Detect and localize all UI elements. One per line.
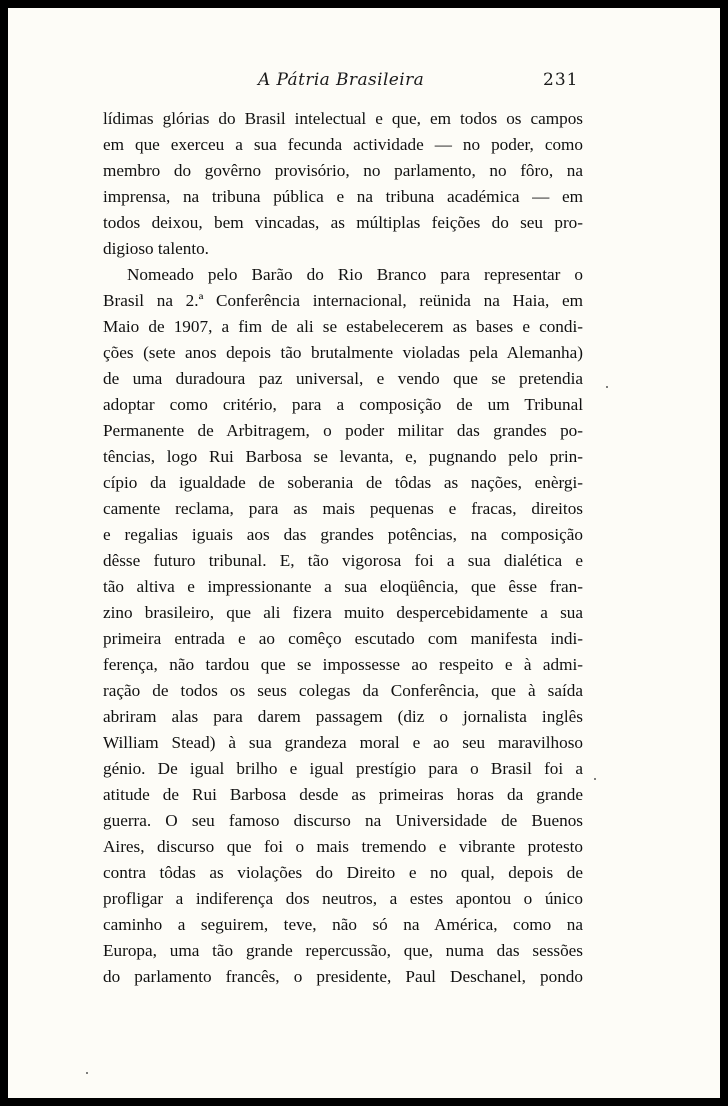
text-line: em que exerceu a sua fecunda actividade — no poder, como bbox=[103, 135, 583, 154]
paragraph-2 bbox=[103, 262, 583, 990]
running-title: A Pátria Brasileira bbox=[258, 70, 425, 90]
text-line: abriram alas para darem passagem (diz o jornalista inglês bbox=[103, 707, 583, 726]
text-line: cípio da igualdade de soberania de tôdas as nações, enèrgi- bbox=[103, 473, 583, 492]
book-page bbox=[8, 8, 720, 1098]
text-line: profligar a indiferença dos neutros, a estes apontou o único bbox=[103, 889, 583, 908]
paragraph-1 bbox=[103, 106, 583, 262]
body-text bbox=[103, 106, 583, 990]
text-line: Europa, uma tão grande repercussão, que, numa das sessões bbox=[103, 941, 583, 960]
text-line: adoptar como critério, para a composição de um Tribunal bbox=[103, 395, 583, 414]
text-line: dêsse futuro tribunal. E, tão vigorosa foi a sua dialética e bbox=[103, 551, 583, 570]
text-line: digioso talento. bbox=[103, 239, 209, 258]
text-line: ração de todos os seus colegas da Conferência, que à saída bbox=[103, 681, 583, 700]
text-line: Maio de 1907, a fim de ali se estabelecerem as bases e condi- bbox=[103, 317, 583, 336]
text-line: génio. De igual brilho e igual prestígio para o Brasil foi a bbox=[103, 759, 583, 778]
text-line: William Stead) à sua grandeza moral e ao seu maravilhoso bbox=[103, 733, 583, 752]
text-line: guerra. O seu famoso discurso na Universidade de Buenos bbox=[103, 811, 583, 830]
text-line: de uma duradoura paz universal, e vendo que se pretendia bbox=[103, 369, 583, 388]
paper-speck bbox=[606, 386, 608, 388]
text-line: Nomeado pelo Barão do Rio Branco para representar o bbox=[127, 265, 583, 284]
text-line: Permanente de Arbitragem, o poder militar das grandes po- bbox=[103, 421, 583, 440]
text-line: do parlamento francês, o presidente, Paul Deschanel, pondo bbox=[103, 967, 583, 986]
text-line: lídimas glórias do Brasil intelectual e que, em todos os campos bbox=[103, 109, 583, 128]
text-line: caminho a seguirem, teve, não só na América, como na bbox=[103, 915, 583, 934]
text-line: ções (sete anos depois tão brutalmente violadas pela Alemanha) bbox=[103, 343, 583, 362]
text-line: Aires, discurso que foi o mais tremendo e vibrante protesto bbox=[103, 837, 583, 856]
text-line: ferença, não tardou que se impossesse ao respeito e à admi- bbox=[103, 655, 583, 674]
text-line: todos deixou, bem vincadas, as múltiplas feições do seu pro- bbox=[103, 213, 583, 232]
page-number: 231 bbox=[543, 70, 579, 90]
text-line: tão altiva e impressionante a sua eloqüência, que êsse fran- bbox=[103, 577, 583, 596]
text-line: zino brasileiro, que ali fizera muito despercebidamente a sua bbox=[103, 603, 583, 622]
text-line: tências, logo Rui Barbosa se levanta, e, pugnando pelo prin- bbox=[103, 447, 583, 466]
paper-speck bbox=[594, 778, 596, 780]
text-line: e regalias iguais aos das grandes potências, na composição bbox=[103, 525, 583, 544]
text-line: atitude de Rui Barbosa desde as primeiras horas da grande bbox=[103, 785, 583, 804]
text-line: contra tôdas as violações do Direito e no qual, depois de bbox=[103, 863, 583, 882]
text-line: Brasil na 2.ª Conferência internacional, reünida na Haia, em bbox=[103, 291, 583, 310]
text-line: camente reclama, para as mais pequenas e fracas, direitos bbox=[103, 499, 583, 518]
paper-speck bbox=[86, 1072, 88, 1074]
text-line: primeira entrada e ao comêço escutado com manifesta indi- bbox=[103, 629, 583, 648]
text-line: imprensa, na tribuna pública e na tribuna académica — em bbox=[103, 187, 583, 206]
text-line: membro do govêrno provisório, no parlamento, no fôro, na bbox=[103, 161, 583, 180]
